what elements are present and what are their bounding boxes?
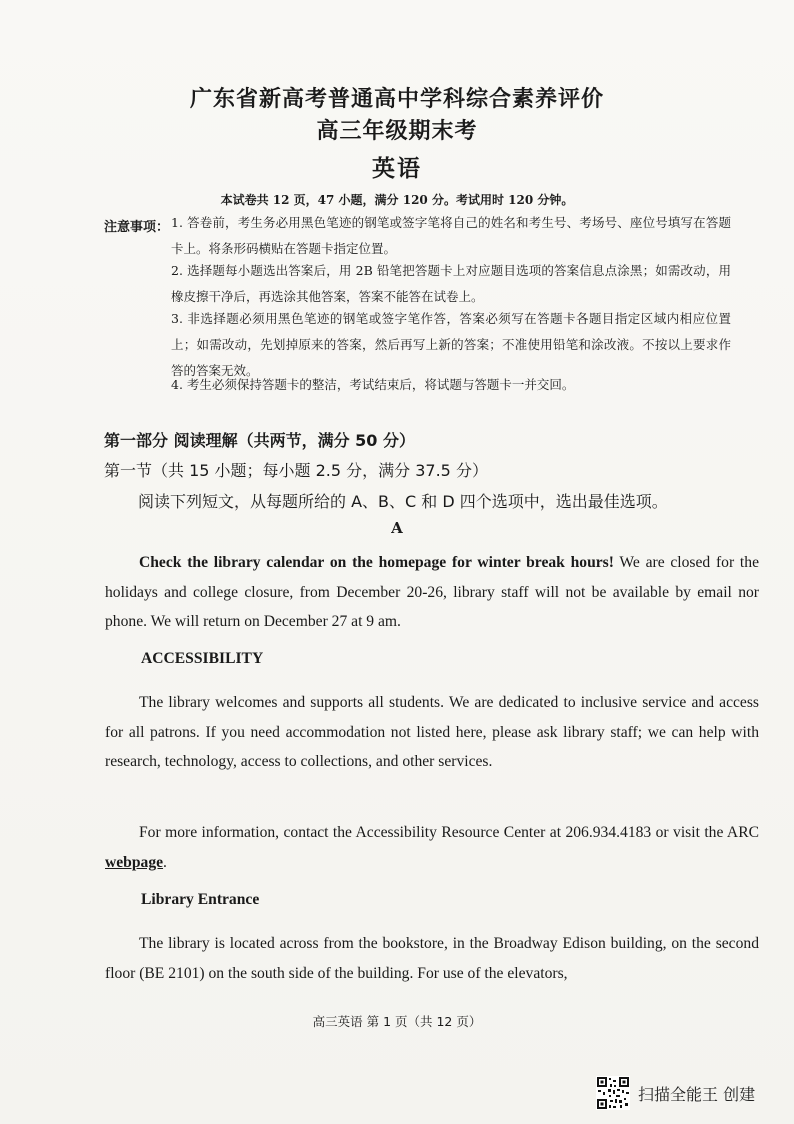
note-item	[171, 258, 731, 310]
exam-title: 广东省新高考普通高中学科综合素养评价	[189, 86, 604, 112]
passage-paragraph	[105, 929, 759, 988]
passage-paragraph	[105, 548, 759, 637]
arc-webpage-link[interactable]: webpage	[105, 853, 164, 871]
passage-letter: A	[391, 519, 403, 537]
note-index: 4.	[171, 377, 183, 392]
note-index: 1.	[171, 215, 183, 230]
notes-label: 注意事项：	[104, 220, 170, 235]
subject-title: 英语	[372, 156, 422, 182]
entrance-heading: Library Entrance	[141, 891, 260, 908]
page-footer: 高三英语 第 1 页（共 12 页）	[312, 1014, 482, 1029]
instruction-text: 阅读下列短文，从每题所给的 A、B、C 和 D 四个选项中，选出最佳选项。	[138, 492, 668, 511]
note-text: 非选择题必须用黑色笔迹的钢笔或签字笔作答，答案必须写在答题卡各题目指定区域内相应位置上；如需改动，先划掉原来的答案，然后再写上新的答案；不准使用铅笔和涂改液。不按以上要求作答的答案无效。	[171, 311, 731, 378]
note-item	[171, 210, 731, 262]
passage-paragraph	[105, 818, 759, 877]
paragraph-text: The library is located across from the bookstore, in the Broadway Edison building, on the second floor (BE 2101) on the south side of the building. For use of the elevators,	[105, 935, 759, 982]
note-index: 3.	[171, 311, 183, 326]
exam-info: 本试卷共 12 页，47 小题，满分 120 分。考试用时 120 分钟。	[220, 193, 574, 207]
paragraph-end: .	[163, 853, 167, 871]
note-index: 2.	[171, 263, 183, 278]
watermark-text: 扫描全能王 创建	[638, 1084, 756, 1104]
part-heading: 第一部分 阅读理解（共两节，满分 50 分）	[104, 431, 415, 450]
notice-lead: Check the library calendar on the homepage for winter break hours!	[139, 554, 614, 571]
scanner-watermark	[596, 1075, 755, 1111]
note-text: 选择题每小题选出答案后，用 2B 铅笔把答题卡上对应题目选项的答案信息点涂黑；如需改动，用橡皮擦干净后，再选涂其他答案，答案不能答在试卷上。	[171, 263, 731, 304]
section-heading: 第一节（共 15 小题；每小题 2.5 分，满分 37.5 分）	[104, 461, 488, 480]
note-text: 答卷前，考生务必用黑色笔迹的钢笔或签字笔将自己的姓名和考生号、考场号、座位号填写在答题卡上。将条形码横贴在答题卡指定位置。	[171, 215, 731, 256]
qr-code-icon	[596, 1076, 630, 1110]
note-item	[171, 372, 731, 398]
passage-paragraph	[105, 688, 759, 777]
note-text: 考生必须保持答题卡的整洁，考试结束后，将试题与答题卡一并交回。	[186, 377, 575, 392]
notice-text: We are closed for the holidays and college closure, from December 20-26, library staff will not be available by email nor phone. We will return on December 27 at 9 am.	[105, 554, 759, 630]
exam-subtitle: 高三年级期末考	[316, 118, 478, 144]
paragraph-text: The library welcomes and supports all students. We are dedicated to inclusive service and access for all patrons. If you need accommodation not listed here, please ask library staff; we can help with research, technology, access to collections, and other services.	[105, 694, 759, 770]
accessibility-heading: ACCESSIBILITY	[141, 650, 264, 667]
paragraph-text: For more information, contact the Accessibility Resource Center at 206.934.4183 or visit the ARC	[139, 824, 759, 841]
